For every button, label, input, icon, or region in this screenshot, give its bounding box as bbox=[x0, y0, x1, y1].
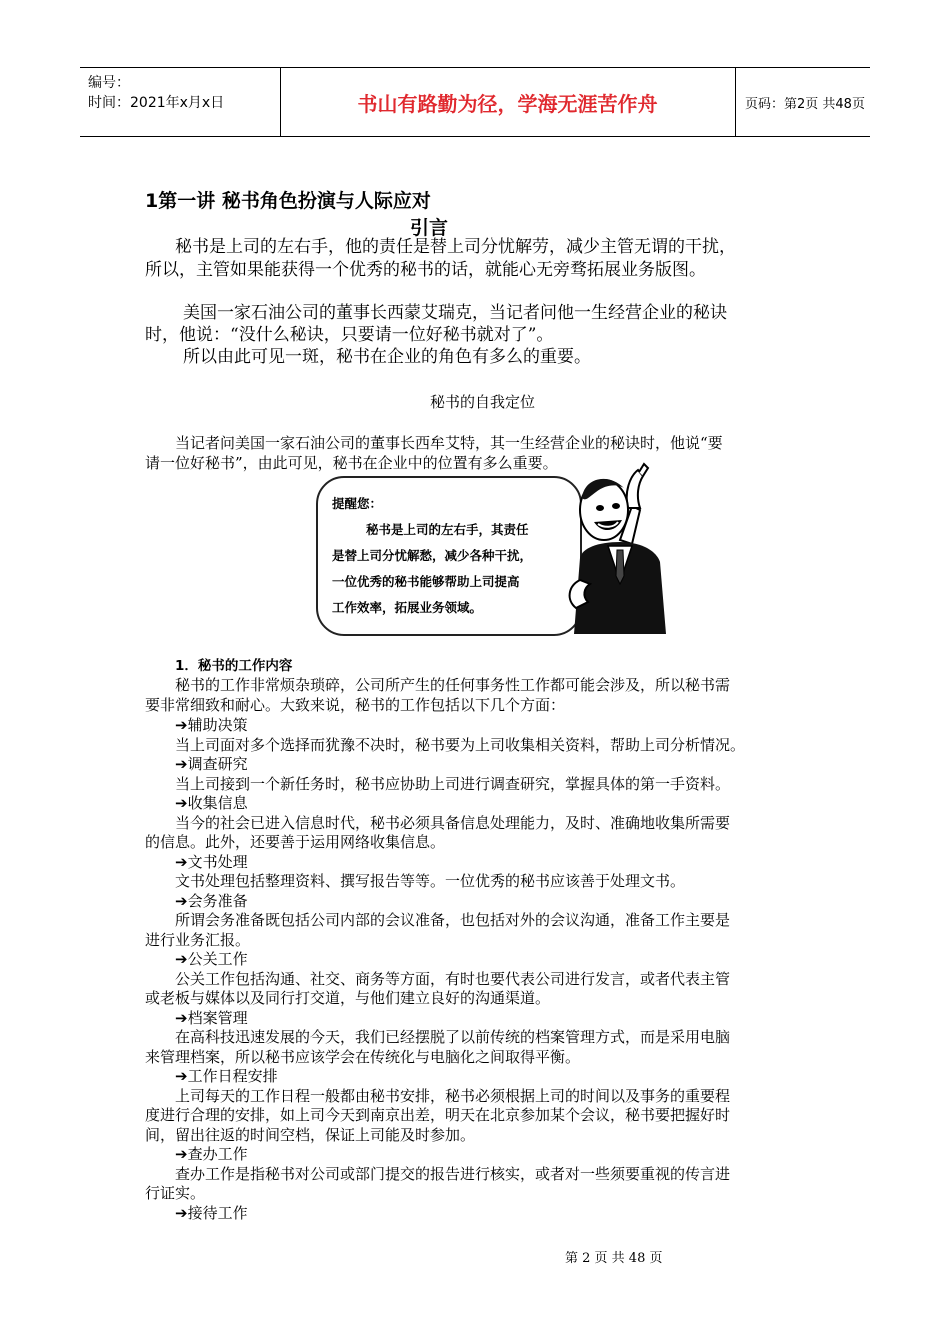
work-item-label bbox=[175, 753, 248, 774]
businessman-illustration bbox=[560, 462, 680, 634]
reminder-bubble bbox=[316, 476, 582, 636]
intro-heading: 引言 bbox=[410, 217, 449, 239]
work-item-label bbox=[175, 1202, 248, 1223]
arrow-icon: ➔ bbox=[175, 794, 188, 812]
arrow-icon: ➔ bbox=[175, 1067, 188, 1085]
work-item-label bbox=[175, 1143, 248, 1164]
work-item-description: 当上司面对多个选择而犹豫不决时，秘书要为上司收集相关资料，帮助上司分析情况。 bbox=[175, 735, 746, 754]
work-item-label bbox=[175, 948, 248, 969]
bubble-line-1: 提醒您： bbox=[332, 496, 383, 511]
work-item-label-text: 辅助决策 bbox=[187, 716, 248, 734]
work-item-description: 行证实。 bbox=[145, 1184, 206, 1202]
work-item-description: 查办工作是指秘书对公司或部门提交的报告进行核实，或者对一些须要重视的传言进 bbox=[175, 1164, 731, 1183]
work-item-description: 所谓会务准备既包括公司内部的会议准备，也包括对外的会议沟通，准备工作主要是 bbox=[175, 911, 731, 929]
work-item-label-text: 会务准备 bbox=[187, 891, 248, 910]
arrow-icon: ➔ bbox=[175, 1008, 188, 1027]
work-paragraph-line-2: 要非常细致和耐心。大致来说，秘书的工作包括以下几个方面： bbox=[145, 696, 566, 714]
document-number-label: 编号： bbox=[88, 75, 130, 91]
bubble-line-3: 是替上司分忧解愁，减少各种干扰， bbox=[332, 548, 533, 563]
work-item-label-text: 公关工作 bbox=[187, 950, 248, 968]
work-item-label bbox=[175, 1007, 248, 1028]
work-item-label-text: 档案管理 bbox=[187, 1008, 248, 1027]
work-item-description: 进行业务汇报。 bbox=[145, 930, 251, 949]
section-paragraph-line-2: 请一位好秘书”，由此可见，秘书在企业中的位置有多么重要。 bbox=[145, 454, 558, 472]
page-footer: 第 2 页 共 48 页 bbox=[565, 1251, 663, 1266]
work-item-label-text: 查办工作 bbox=[187, 1145, 248, 1163]
work-item-description: 度进行合理的安排，如上司今天到南京出差，明天在北京参加某个会议，秘书要把握好时 bbox=[145, 1106, 731, 1124]
bubble-line-5: 工作效率，拓展业务领域。 bbox=[332, 600, 483, 615]
arrow-icon: ➔ bbox=[175, 891, 188, 910]
intro-paragraph-1-line-1: 秘书是上司的左右手，他的责任是替上司分忧解劳，减少主管无谓的干扰， bbox=[175, 237, 736, 257]
bubble-line-4: 一位优秀的秘书能够帮助上司提高 bbox=[332, 574, 520, 589]
work-item-description: 上司每天的工作日程一般都由秘书安排，秘书必须根据上司的时间以及事务的重要程 bbox=[175, 1086, 731, 1105]
work-item-label-text: 工作日程安排 bbox=[187, 1067, 278, 1085]
header-page-info: 页码：第2页 共48页 bbox=[745, 96, 865, 112]
work-content-heading: 1．秘书的工作内容 bbox=[175, 658, 293, 674]
intro-paragraph-1-line-2: 所以，主管如果能获得一个优秀的秘书的话，就能心无旁骛拓展业务版图。 bbox=[145, 260, 706, 280]
work-item-description: 的信息。此外，还要善于运用网络收集信息。 bbox=[145, 833, 446, 851]
section-paragraph-line-1: 当记者问美国一家石油公司的董事长西牟艾特，其一生经营企业的秘诀时，他说“要 bbox=[175, 434, 723, 452]
work-item-label-text: 收集信息 bbox=[187, 794, 248, 812]
work-item-description: 或老板与媒体以及同行打交道，与他们建立良好的沟通渠道。 bbox=[145, 989, 551, 1007]
arrow-icon: ➔ bbox=[175, 755, 188, 773]
work-paragraph-line-1: 秘书的工作非常烦杂琐碎，公司所产生的任何事务性工作都可能会涉及，所以秘书需 bbox=[175, 676, 731, 694]
work-item-label-text: 文书处理 bbox=[187, 852, 248, 871]
work-item-description: 当上司接到一个新任务时，秘书应协助上司进行调查研究，掌握具体的第一手资料。 bbox=[175, 774, 731, 793]
arrow-icon: ➔ bbox=[175, 852, 188, 871]
section-heading: 秘书的自我定位 bbox=[430, 393, 536, 411]
lecture-title: 1第一讲 秘书角色扮演与人际应对 bbox=[145, 190, 431, 212]
header-left-cell bbox=[80, 68, 281, 136]
work-item-label-text: 调查研究 bbox=[187, 755, 248, 773]
work-item-description: 在高科技迅速发展的今天，我们已经摆脱了以前传统的档案管理方式，而是采用电脑 bbox=[175, 1028, 731, 1046]
bubble-line-2: 秘书是上司的左右手，其责任 bbox=[366, 522, 529, 537]
work-item-description: 间，留出往返的时间空档，保证上司能及时参加。 bbox=[145, 1125, 476, 1144]
arrow-icon: ➔ bbox=[175, 1203, 188, 1222]
header-motto: 书山有路勤为径，学海无涯苦作舟 bbox=[280, 68, 736, 136]
document-date-label: 时间：2021年x月x日 bbox=[88, 95, 225, 111]
page-header bbox=[80, 67, 870, 137]
intro-paragraph-3: 所以由此可见一斑，秘书在企业的角色有多么的重要。 bbox=[183, 347, 591, 367]
arrow-icon: ➔ bbox=[175, 1145, 188, 1163]
arrow-icon: ➔ bbox=[175, 716, 188, 734]
intro-paragraph-2-line-2: 时，他说：“没什么秘诀，只要请一位好秘书就对了”。 bbox=[145, 325, 554, 345]
work-item-label-text: 接待工作 bbox=[187, 1203, 248, 1222]
work-item-label bbox=[175, 714, 248, 735]
work-item-description: 公关工作包括沟通、社交、商务等方面，有时也要代表公司进行发言，或者代表主管 bbox=[175, 969, 731, 988]
work-item-description: 来管理档案，所以秘书应该学会在传统化与电脑化之间取得平衡。 bbox=[145, 1047, 581, 1066]
work-item-label bbox=[175, 851, 248, 872]
intro-paragraph-2-line-1: 美国一家石油公司的董事长西蒙艾瑞克，当记者问他一生经营企业的秘诀 bbox=[183, 303, 727, 323]
work-item-description: 当今的社会已进入信息时代，秘书必须具备信息处理能力，及时、准确地收集所需要 bbox=[175, 813, 731, 832]
work-item-label bbox=[175, 890, 248, 911]
work-item-label bbox=[175, 792, 248, 813]
arrow-icon: ➔ bbox=[175, 950, 188, 968]
work-item-label bbox=[175, 1065, 278, 1086]
work-item-description: 文书处理包括整理资料、撰写报告等等。一位优秀的秘书应该善于处理文书。 bbox=[175, 872, 686, 890]
